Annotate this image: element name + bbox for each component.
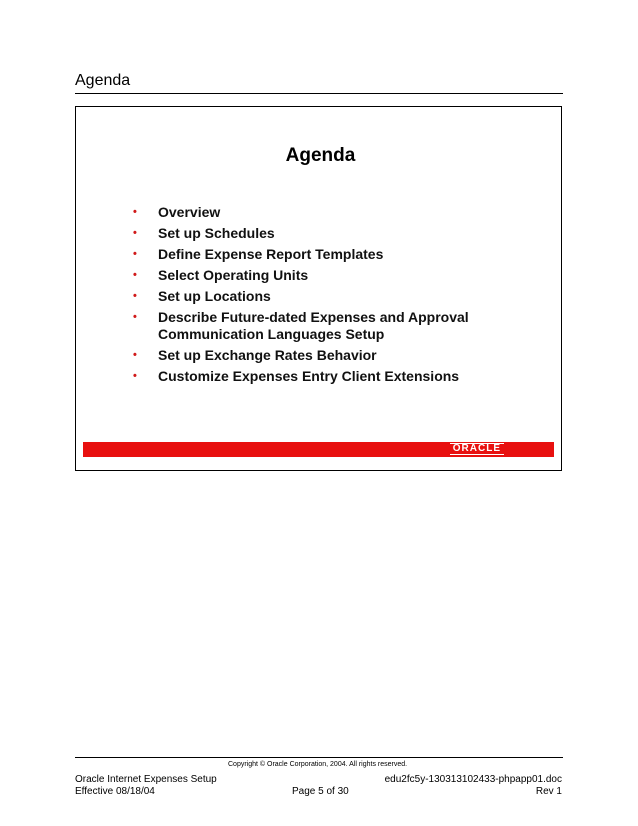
agenda-item-text: Set up Exchange Rates Behavior (158, 347, 377, 363)
footer-effective-date: Effective 08/18/04 (75, 786, 155, 797)
bullet-icon: • (133, 311, 137, 323)
agenda-list (123, 204, 503, 389)
agenda-item (123, 225, 503, 242)
agenda-item-text: Overview (158, 204, 221, 220)
agenda-item (123, 267, 503, 284)
slide-title: Agenda (285, 145, 356, 166)
agenda-item-text: Describe Future-dated Expenses and Approval Communication Languages Setup (158, 309, 469, 342)
page-heading: Agenda (75, 72, 131, 89)
copyright-notice: Copyright © Oracle Corporation, 2004. All rights reserved. (228, 761, 408, 768)
agenda-item (123, 309, 503, 343)
slide-image (75, 106, 562, 471)
agenda-item (123, 246, 503, 263)
footer-doc-title: Oracle Internet Expenses Setup (75, 774, 217, 785)
agenda-item-text: Select Operating Units (158, 267, 309, 283)
footer-revision: Rev 1 (535, 786, 562, 797)
bullet-icon: • (133, 370, 137, 382)
bullet-icon: • (133, 206, 137, 218)
agenda-item (123, 288, 503, 305)
bullet-icon: • (133, 349, 137, 361)
agenda-item-text: Set up Schedules (158, 225, 275, 241)
bullet-icon: • (133, 248, 137, 260)
bullet-icon: • (133, 290, 137, 302)
heading-divider (75, 93, 563, 94)
agenda-item-text: Set up Locations (158, 288, 271, 304)
footer-filename: edu2fc5y-130313102433-phpapp01.doc (384, 774, 562, 785)
bullet-icon: • (133, 227, 137, 239)
agenda-item (123, 204, 503, 221)
oracle-logo: ORACLE (450, 443, 504, 455)
footer-divider (75, 757, 563, 758)
agenda-item-text: Customize Expenses Entry Client Extensions (158, 368, 460, 384)
footer-page-number: Page 5 of 30 (292, 786, 349, 797)
oracle-brand-bar (83, 442, 554, 457)
agenda-item (123, 368, 503, 385)
bullet-icon: • (133, 269, 137, 281)
agenda-item-text: Define Expense Report Templates (158, 246, 384, 262)
agenda-item (123, 347, 503, 364)
